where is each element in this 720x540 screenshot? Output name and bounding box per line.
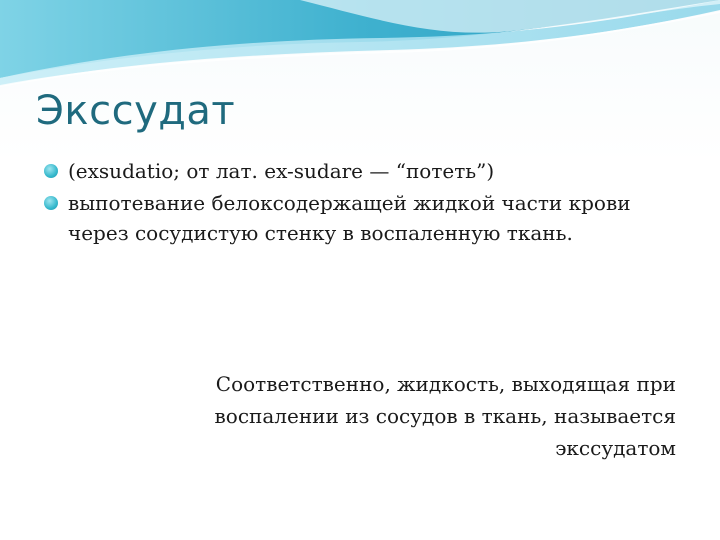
bullet-dot-icon: [44, 196, 58, 210]
bullet-item: [44, 188, 654, 248]
bullet-dot-icon: [44, 164, 58, 178]
slide-title: Экссудат: [36, 88, 236, 134]
bullet-item: [44, 156, 654, 186]
bullet-text: выпотевание белоксодержащей жидкой части крови через сосудистую стенку в воспаленную ткань.: [68, 191, 631, 245]
bullet-list: [44, 156, 654, 250]
conclusion-note: Соответственно, жидкость, выходящая при воспалении из сосудов в ткань, называется экссудатом: [214, 372, 676, 460]
bullet-text: (exsudatio; от лат. ex-sudare — “потеть”): [68, 159, 495, 183]
header-wave-decoration: [0, 0, 720, 90]
